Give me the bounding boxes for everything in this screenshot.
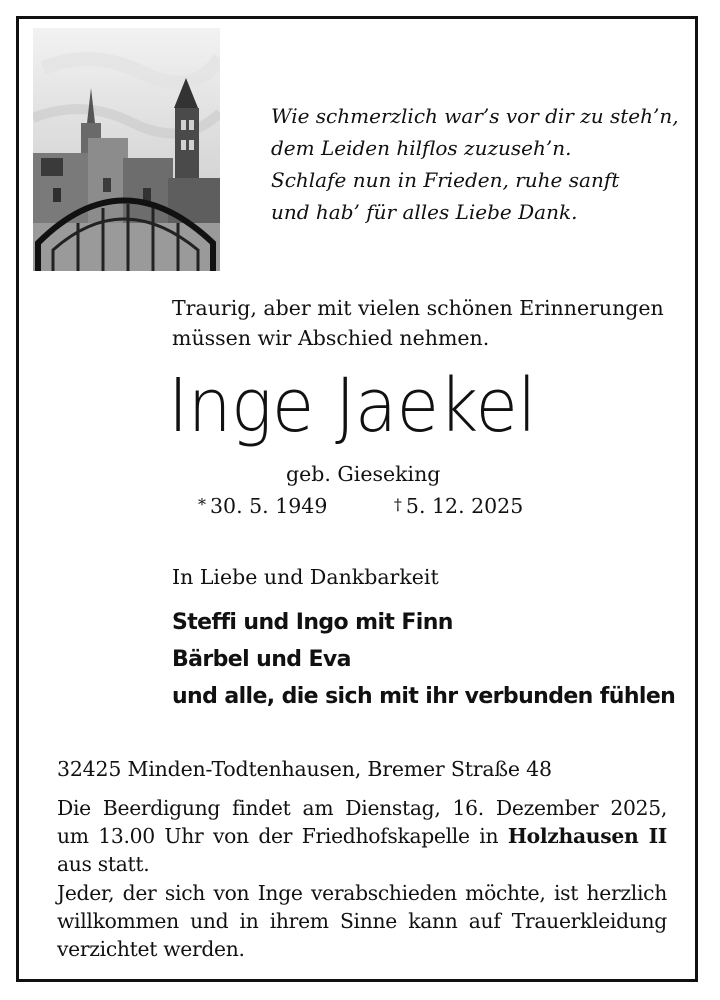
- birth-symbol: *: [198, 495, 206, 514]
- birth-date-group: [198, 494, 327, 518]
- notice-line: aus statt.: [57, 852, 150, 877]
- notice-line: [57, 822, 667, 850]
- family-intro: In Liebe und Dankbarkeit: [172, 565, 439, 589]
- family-list: [172, 604, 692, 715]
- notice-line: verzichtet werden.: [57, 937, 245, 962]
- death-date: 5. 12. 2025: [405, 494, 524, 518]
- death-symbol: †: [393, 495, 402, 514]
- notice-line: willkommen und in ihrem Sinne kann auf Trauerkleidung: [57, 908, 667, 933]
- funeral-notice: [57, 794, 667, 963]
- deceased-name: Inge Jaekel: [168, 363, 536, 449]
- family-line: Steffi und Ingo mit Finn: [172, 610, 453, 635]
- birth-name: geb. Gieseking: [286, 462, 441, 486]
- birth-date: 30. 5. 1949: [210, 494, 328, 518]
- life-dates: [198, 494, 523, 518]
- poem: [271, 100, 679, 228]
- intro-line: Traurig, aber mit vielen schönen Erinnerungen: [172, 296, 664, 320]
- notice-line-text: um 13.00 Uhr von der Friedhofskapelle in: [57, 824, 508, 849]
- notice-line: Die Beerdigung findet am Dienstag, 16. Dezember 2025,: [57, 796, 667, 820]
- intro-line: müssen wir Abschied nehmen.: [172, 326, 490, 350]
- death-date-group: [394, 494, 523, 518]
- family-line: und alle, die sich mit ihr verbunden fühlen: [172, 684, 676, 709]
- funeral-location: Holzhausen II: [507, 824, 667, 849]
- poem-line: Schlafe nun in Frieden, ruhe sanft: [271, 168, 620, 192]
- poem-line: und hab’ für alles Liebe Dank.: [271, 200, 578, 224]
- intro-text: [172, 293, 692, 353]
- family-line: Bärbel und Eva: [172, 647, 351, 672]
- address: 32425 Minden-Todtenhausen, Bremer Straße 48: [57, 757, 552, 781]
- church-painting-image: [33, 28, 220, 271]
- poem-line: dem Leiden hilflos zuzuseh’n.: [271, 136, 572, 160]
- poem-line: Wie schmerzlich war’s vor dir zu steh’n,: [271, 104, 679, 128]
- notice-line: Jeder, der sich von Inge verabschieden möchte, ist herzlich: [57, 880, 667, 905]
